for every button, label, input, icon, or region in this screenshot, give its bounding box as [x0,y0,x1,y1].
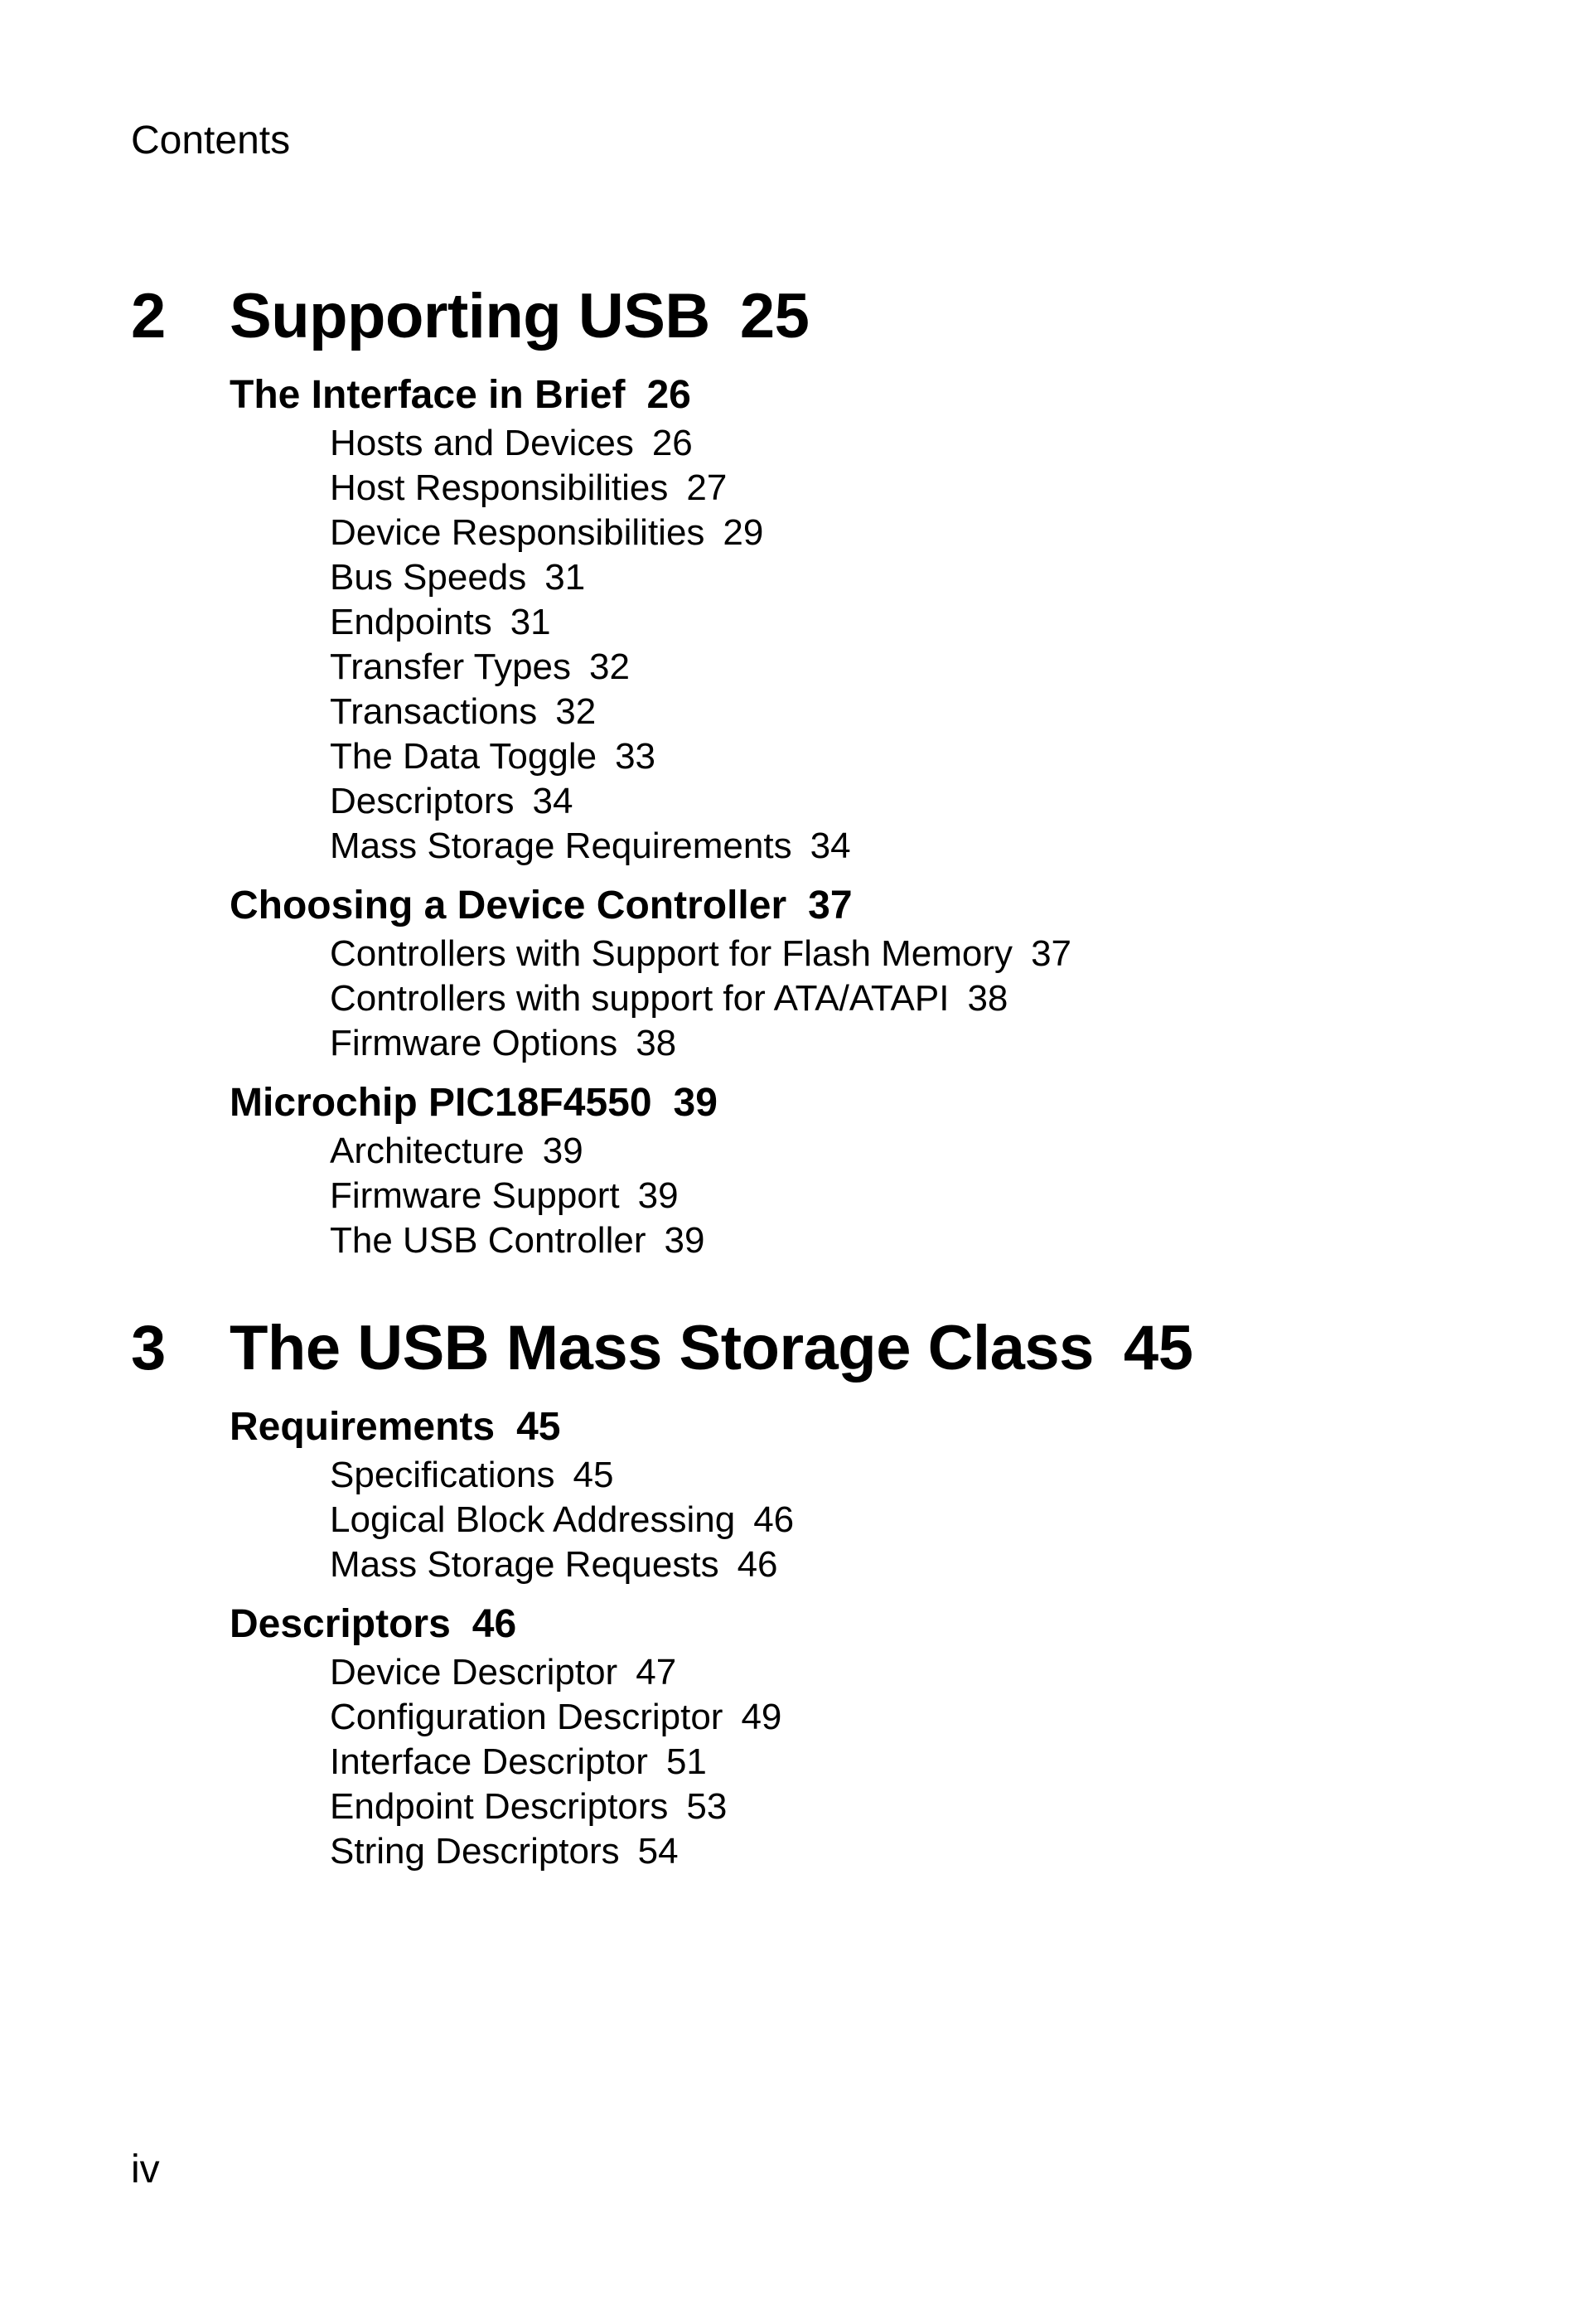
entry-list [230,1650,1540,1874]
entry-page: 37 [1031,933,1072,974]
toc-entry[interactable] [330,779,1540,824]
entry-title: Configuration Descriptor [330,1697,723,1737]
toc-entry[interactable] [330,1740,1540,1785]
entry-page: 38 [967,978,1008,1019]
chapter-number: 2 [131,281,166,351]
section-title: Requirements [230,1405,496,1449]
section-microchip-pic18f4550 [230,1078,1540,1263]
toc-entry[interactable] [330,1174,1540,1218]
section-choosing-device-controller [230,880,1540,1066]
toc-entry[interactable] [330,421,1540,466]
chapter-title: Supporting USB [230,281,710,351]
toc-entry[interactable] [330,1021,1540,1066]
entry-title: The Data Toggle [330,736,597,777]
toc-entry[interactable] [330,824,1540,869]
entry-page: 26 [651,423,693,463]
entry-page: 32 [555,691,597,732]
table-of-contents [131,275,1540,1874]
entry-page: 31 [544,557,586,598]
entry-list [230,1453,1540,1587]
toc-entry[interactable] [330,1829,1540,1874]
entry-list [230,421,1540,869]
toc-entry[interactable] [330,1542,1540,1587]
section-page: 26 [646,373,691,417]
section-descriptors [230,1599,1540,1874]
entry-page: 39 [637,1175,679,1216]
entry-title: The USB Controller [330,1220,646,1261]
chapter-number: 3 [131,1313,166,1383]
section-page: 45 [516,1405,561,1449]
entry-title: Bus Speeds [330,557,527,598]
chapter-2 [131,275,1540,1263]
entry-list [230,932,1540,1066]
entry-title: Firmware Options [330,1023,618,1063]
entry-page: 39 [542,1131,583,1171]
section-requirements [230,1402,1540,1587]
entry-title: Hosts and Devices [330,423,634,463]
entry-title: Interface Descriptor [330,1741,648,1782]
section-heading[interactable] [230,1599,1540,1650]
toc-entry[interactable] [330,645,1540,690]
entry-title: Host Responsibilities [330,467,669,508]
chapter-title: The USB Mass Storage Class [230,1313,1094,1383]
toc-entry[interactable] [330,1498,1540,1542]
toc-entry[interactable] [330,932,1540,976]
running-head: Contents [131,119,291,162]
entry-page: 54 [637,1831,679,1872]
entry-page: 29 [723,512,764,553]
entry-page: 45 [573,1455,614,1495]
entry-title: Transfer Types [330,647,572,687]
section-heading[interactable] [230,1402,1540,1453]
toc-entry[interactable] [330,976,1540,1021]
entry-list [230,1129,1540,1263]
section-heading[interactable] [230,1078,1540,1129]
entry-page: 34 [532,781,573,821]
chapter-page: 25 [739,281,810,351]
entry-title: Controllers with support for ATA/ATAPI [330,978,950,1019]
entry-page: 46 [753,1499,795,1540]
section-interface-in-brief [230,370,1540,869]
entry-page: 31 [510,602,551,642]
toc-entry[interactable] [330,1695,1540,1740]
toc-entry[interactable] [330,690,1540,734]
toc-entry[interactable] [330,511,1540,555]
entry-page: 47 [636,1652,677,1693]
entry-page: 51 [665,1741,707,1782]
section-title: Choosing a Device Controller [230,884,787,927]
entry-page: 32 [589,647,630,687]
toc-entry[interactable] [330,1650,1540,1695]
toc-entry[interactable] [330,1453,1540,1498]
entry-page: 38 [636,1023,677,1063]
entry-title: Mass Storage Requirements [330,826,792,866]
section-title: The Interface in Brief [230,373,626,417]
chapter-heading[interactable] [131,1307,1540,1390]
entry-page: 27 [686,467,728,508]
toc-entry[interactable] [330,466,1540,511]
toc-entry[interactable] [330,555,1540,600]
chapter-page: 45 [1123,1313,1193,1383]
toc-entry[interactable] [330,1129,1540,1174]
entry-page: 33 [615,736,656,777]
entry-title: Endpoint Descriptors [330,1786,669,1827]
section-title: Descriptors [230,1602,451,1646]
entry-title: Controllers with Support for Flash Memory [330,933,1013,974]
entry-title: String Descriptors [330,1831,620,1872]
section-title: Microchip PIC18F4550 [230,1081,652,1125]
entry-title: Transactions [330,691,538,732]
entry-page: 34 [810,826,851,866]
section-page: 39 [673,1081,718,1125]
entry-title: Architecture [330,1131,525,1171]
section-heading[interactable] [230,880,1540,932]
toc-entry[interactable] [330,1785,1540,1829]
section-page: 37 [808,884,853,927]
toc-entry[interactable] [330,600,1540,645]
entry-page: 46 [737,1544,778,1585]
entry-title: Descriptors [330,781,515,821]
entry-title: Specifications [330,1455,555,1495]
entry-title: Logical Block Addressing [330,1499,736,1540]
toc-entry[interactable] [330,734,1540,779]
chapter-heading[interactable] [131,275,1540,358]
entry-title: Device Responsibilities [330,512,705,553]
entry-title: Device Descriptor [330,1652,618,1693]
section-heading[interactable] [230,370,1540,421]
entry-title: Endpoints [330,602,492,642]
toc-entry[interactable] [330,1218,1540,1263]
entry-page: 49 [741,1697,782,1737]
entry-page: 39 [664,1220,705,1261]
chapter-3 [131,1307,1540,1874]
section-page: 46 [472,1602,517,1646]
entry-title: Firmware Support [330,1175,620,1216]
entry-title: Mass Storage Requests [330,1544,719,1585]
page-number: iv [131,2148,160,2191]
entry-page: 53 [686,1786,728,1827]
